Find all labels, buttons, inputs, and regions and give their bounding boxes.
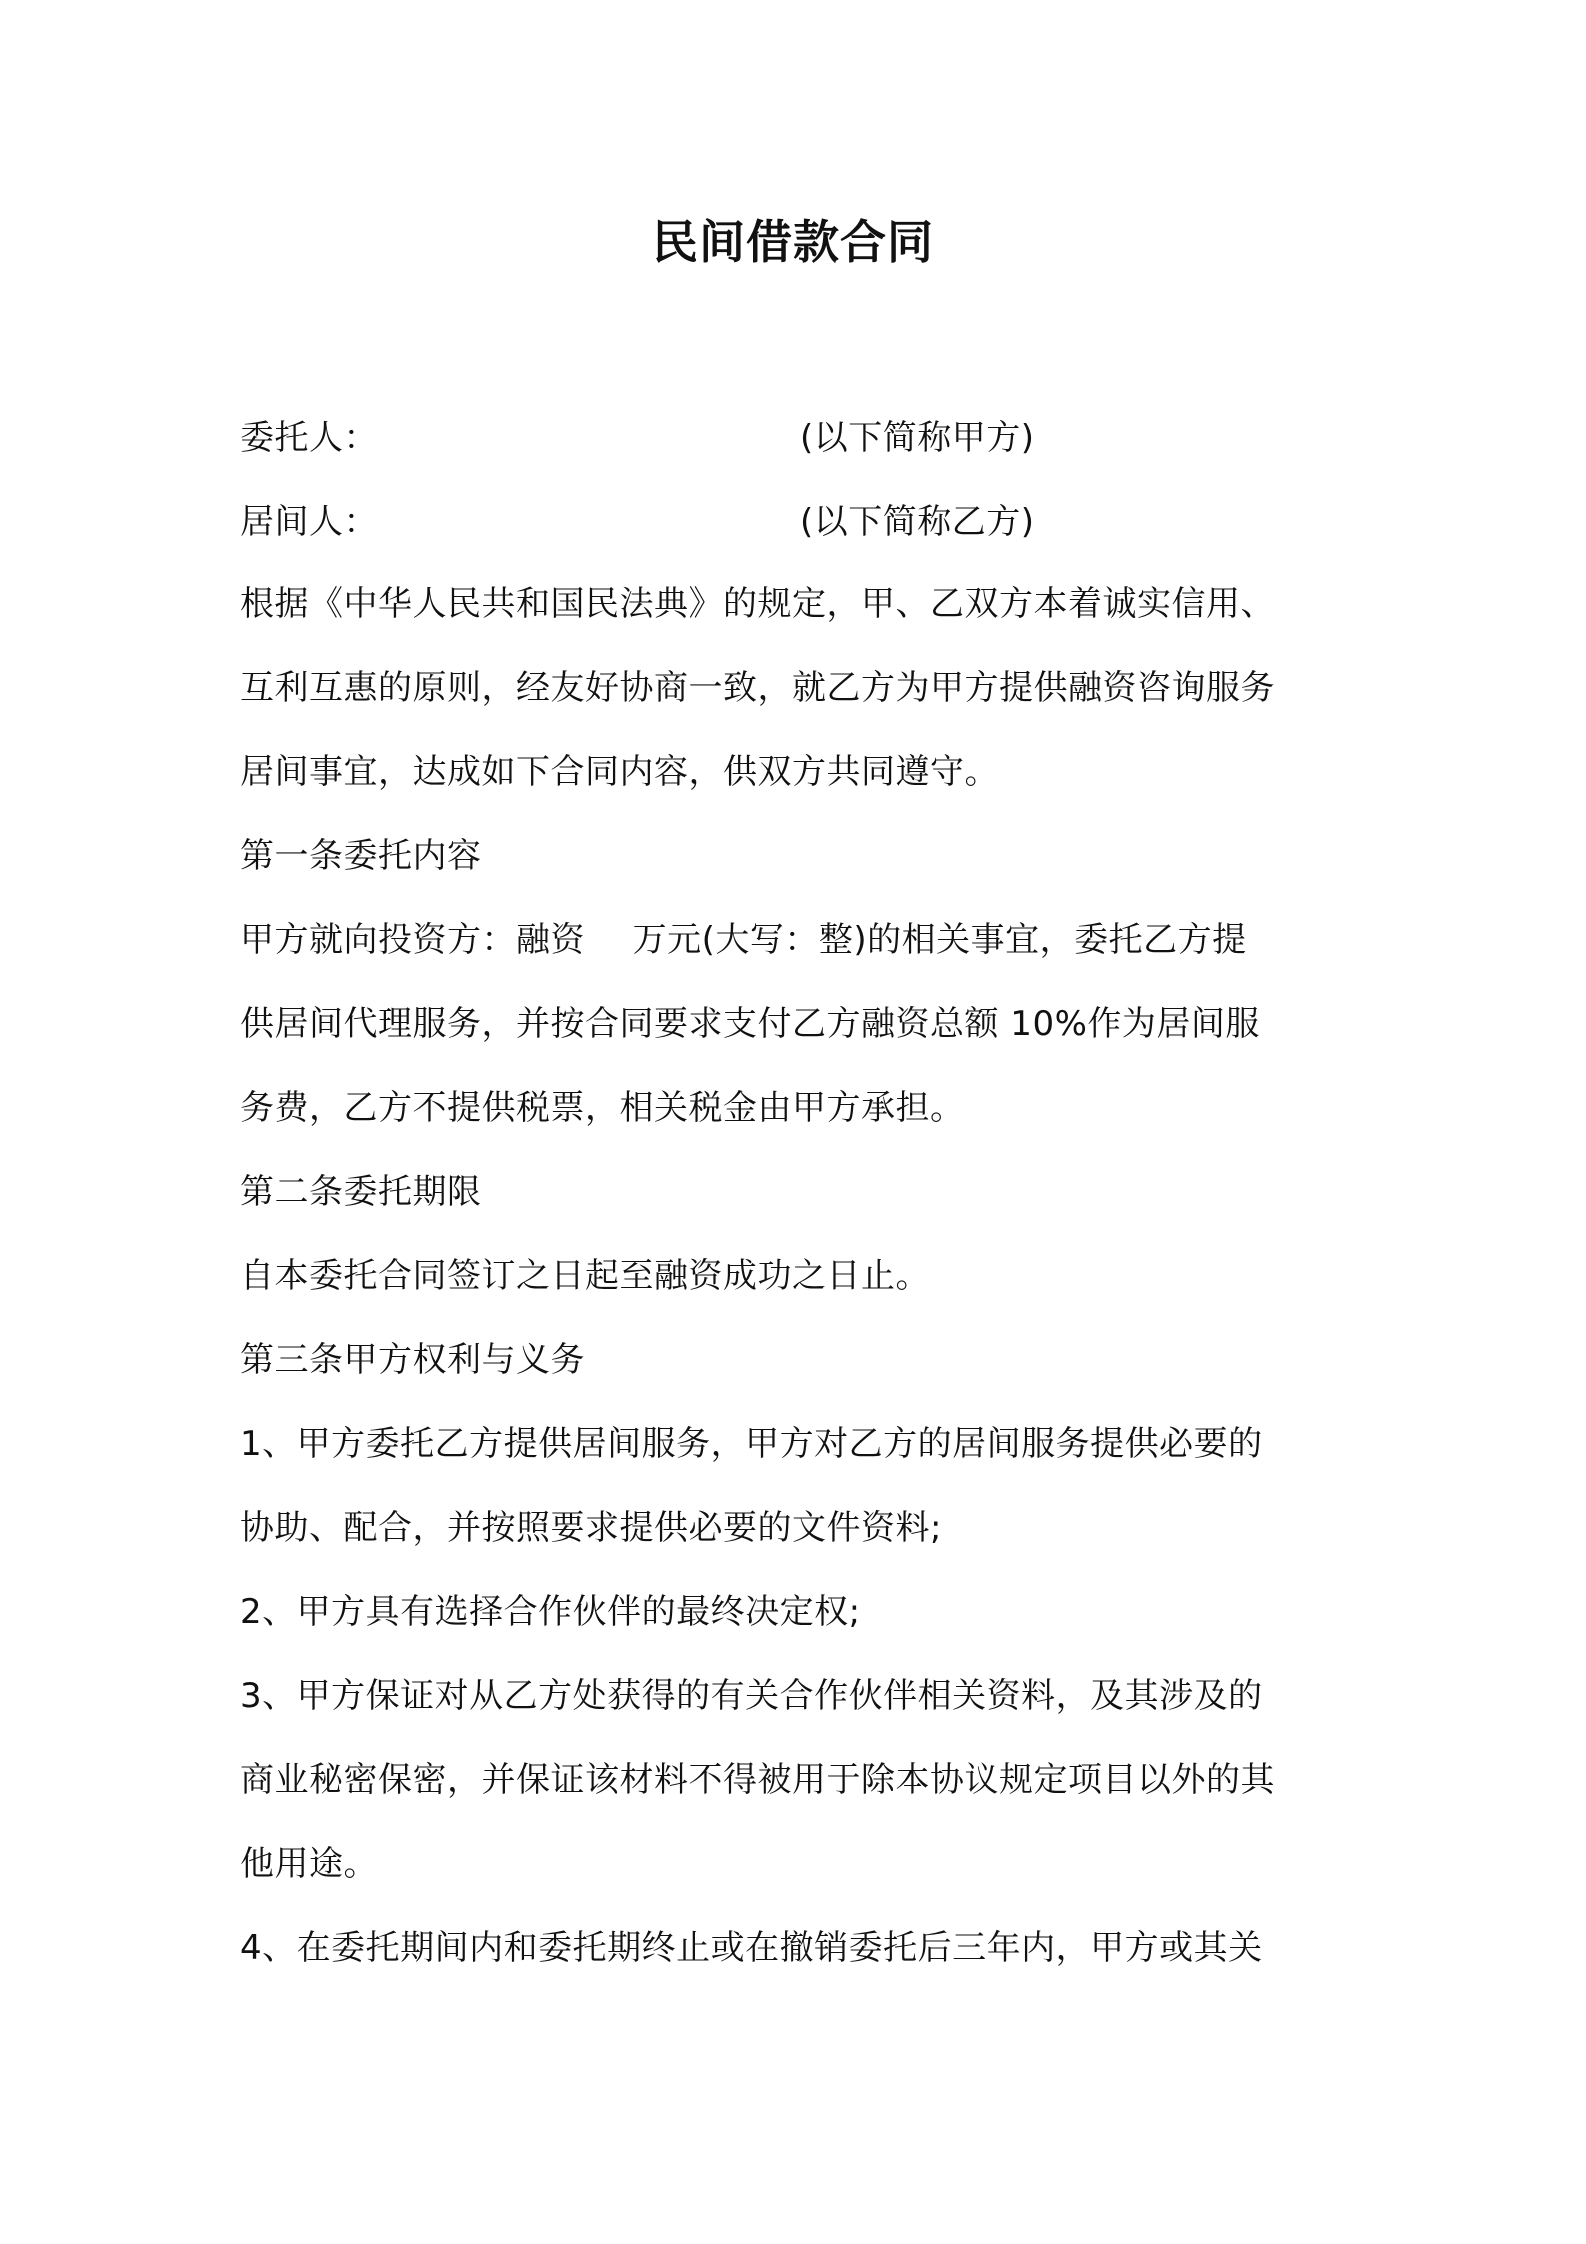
article-2-line: 自本委托合同签订之日起至融资成功之日止。 — [240, 1256, 930, 1296]
article-3-line: 2、甲方具有选择合作伙伴的最终决定权; — [240, 1592, 861, 1632]
article-3-line: 3、甲方保证对从乙方处获得的有关合作伙伴相关资料，及其涉及的 — [240, 1676, 1263, 1716]
article-1-line — [240, 916, 1247, 964]
article-3-line: 1、甲方委托乙方提供居间服务，甲方对乙方的居间服务提供必要的 — [240, 1424, 1263, 1464]
article-1-line: 务费，乙方不提供税票，相关税金由甲方承担。 — [240, 1088, 965, 1128]
party-broker-note: (以下简称乙方) — [800, 502, 1035, 542]
article-3-line: 4、在委托期间内和委托期终止或在撤销委托后三年内，甲方或其关 — [240, 1928, 1263, 1968]
preamble-line: 根据《中华人民共和国民法典》的规定，甲、乙双方本着诚实信用、 — [240, 584, 1275, 624]
article-3-line: 协助、配合，并按照要求提供必要的文件资料; — [240, 1508, 942, 1548]
article-1-line-part: 万元(大写：整)的相关事宜，委托乙方提 — [632, 920, 1247, 960]
party-broker-label: 居间人： — [240, 502, 378, 542]
article-3-heading: 第三条甲方权利与义务 — [240, 1340, 585, 1380]
preamble-line: 居间事宜，达成如下合同内容，供双方共同遵守。 — [240, 752, 999, 792]
party-client-label: 委托人： — [240, 418, 378, 458]
article-1-heading: 第一条委托内容 — [240, 836, 482, 876]
document-title: 民间借款合同 — [652, 215, 934, 269]
party-client-note: (以下简称甲方) — [800, 418, 1035, 458]
article-2-heading: 第二条委托期限 — [240, 1172, 482, 1212]
article-3-line: 他用途。 — [240, 1844, 378, 1884]
article-3-line: 商业秘密保密，并保证该材料不得被用于除本协议规定项目以外的其 — [240, 1760, 1275, 1800]
article-1-line: 供居间代理服务，并按合同要求支付乙方融资总额 10%作为居间服 — [240, 1004, 1260, 1044]
preamble-line: 互利互惠的原则，经友好协商一致，就乙方为甲方提供融资咨询服务 — [240, 668, 1275, 708]
article-1-line-part: 甲方就向投资方：融资 — [240, 920, 585, 960]
